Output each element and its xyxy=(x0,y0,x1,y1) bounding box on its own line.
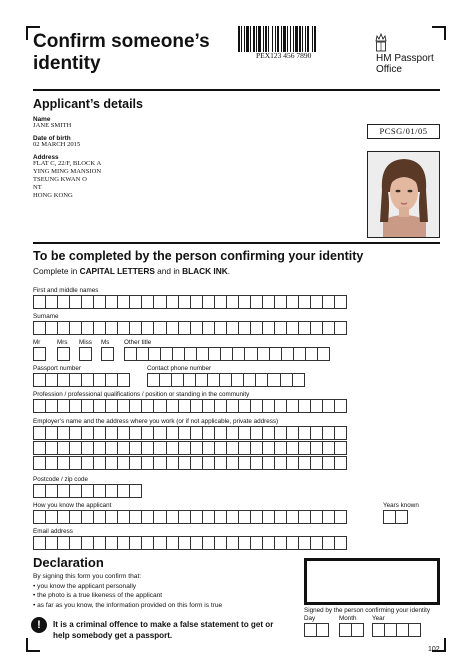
how-known-label: How you know the applicant xyxy=(33,502,112,509)
other-title-boxes[interactable] xyxy=(124,347,329,361)
declaration-bullet: • as far as you know, the information provided on this form is true xyxy=(33,601,223,609)
char-box[interactable] xyxy=(117,373,130,387)
passport-number-label: Passport number xyxy=(33,365,81,372)
char-box[interactable] xyxy=(101,347,114,361)
how-known-boxes[interactable] xyxy=(33,510,346,524)
page-number: 102 xyxy=(428,646,440,653)
char-box[interactable] xyxy=(33,347,46,361)
org-line-1: HM Passport xyxy=(376,53,434,64)
address-value xyxy=(33,160,101,200)
address-line: YING MING MANSION xyxy=(33,168,102,175)
crop-mark-top-right xyxy=(432,26,446,40)
bullet-text: as far as you know, the information provided on this form is true xyxy=(37,601,223,609)
hmpo-logo-text xyxy=(376,53,434,75)
declaration-intro: By signing this form you confirm that: xyxy=(33,573,142,580)
title-ms-label: Ms xyxy=(101,339,110,346)
title-ms-checkbox[interactable] xyxy=(101,347,113,361)
years-known-label: Years known xyxy=(383,502,419,509)
other-title-label: Other title xyxy=(124,339,152,346)
declaration-text xyxy=(33,572,222,610)
years-known-boxes[interactable] xyxy=(383,510,407,524)
page-title xyxy=(33,31,210,75)
contact-phone-label: Contact phone number xyxy=(147,365,212,372)
surname-label: Surname xyxy=(33,313,59,320)
instr-text: and in xyxy=(154,266,183,276)
char-box[interactable] xyxy=(129,484,142,498)
confirmer-heading: To be completed by the person confirming your identity xyxy=(33,249,364,263)
title-miss-label: Miss xyxy=(79,339,92,346)
char-box[interactable] xyxy=(408,623,421,637)
char-box[interactable] xyxy=(334,441,347,455)
barcode xyxy=(238,26,336,52)
dob-label: Date of birth xyxy=(33,135,71,142)
char-box[interactable] xyxy=(79,347,92,361)
char-box[interactable] xyxy=(395,510,408,524)
address-line: FLAT C, 22/F, BLOCK A xyxy=(33,160,102,167)
contact-phone-boxes[interactable] xyxy=(147,373,304,387)
char-box[interactable] xyxy=(317,347,330,361)
name-value: JANE SMITH xyxy=(33,122,72,129)
warning-line: It is a criminal offence to make a false statement to get or xyxy=(53,620,274,629)
warning-text xyxy=(53,619,273,641)
instr-text: Complete in xyxy=(33,266,80,276)
char-box[interactable] xyxy=(334,399,347,413)
char-box[interactable] xyxy=(316,623,329,637)
char-box[interactable] xyxy=(334,426,347,440)
passport-number-boxes[interactable] xyxy=(33,373,129,387)
org-line-2: Office xyxy=(376,64,402,75)
form-code-box: PCSG/01/05 xyxy=(367,124,440,139)
postcode-boxes[interactable] xyxy=(33,484,141,498)
title-mr-label: Mr xyxy=(33,339,41,346)
postcode-label: Postcode / zip code xyxy=(33,476,88,483)
profession-label: Profession / professional qualifications / position or standing in the community xyxy=(33,391,250,398)
employer-boxes-row1[interactable] xyxy=(33,426,346,440)
profession-boxes[interactable] xyxy=(33,399,346,413)
address-line: TSEUNG KWAN O xyxy=(33,176,87,183)
barcode-number: PEX123 456 7890 xyxy=(256,51,312,60)
title-line-2: identity xyxy=(33,53,101,74)
title-line-1: Confirm someone’s xyxy=(33,31,210,52)
instr-ink: BLACK INK xyxy=(182,266,228,276)
instructions xyxy=(33,266,230,276)
char-box[interactable] xyxy=(334,321,347,335)
title-mrs-label: Mrs xyxy=(57,339,68,346)
instr-caps: CAPITAL LETTERS xyxy=(79,266,155,276)
email-boxes[interactable] xyxy=(33,536,346,550)
first-names-boxes[interactable] xyxy=(33,295,346,309)
crop-mark-bottom-left xyxy=(26,638,40,652)
signed-by-label: Signed by the person confirming your identity xyxy=(304,607,431,614)
first-names-label: First and middle names xyxy=(33,287,99,294)
applicant-heading: Applicant’s details xyxy=(33,97,143,111)
title-mrs-checkbox[interactable] xyxy=(57,347,69,361)
employer-boxes-row3[interactable] xyxy=(33,456,346,470)
sign-day-boxes[interactable] xyxy=(304,623,328,637)
name-label: Name xyxy=(33,116,51,123)
sign-month-boxes[interactable] xyxy=(339,623,363,637)
month-label: Month xyxy=(339,615,357,622)
title-mr-checkbox[interactable] xyxy=(33,347,45,361)
address-line: NT xyxy=(33,184,42,191)
bullet-text: the photo is a true likeness of the applicant xyxy=(37,592,163,599)
char-box[interactable] xyxy=(334,510,347,524)
char-box[interactable] xyxy=(57,347,70,361)
char-box[interactable] xyxy=(334,295,347,309)
barcode-stripe xyxy=(316,26,317,52)
instr-text: . xyxy=(227,266,231,276)
char-box[interactable] xyxy=(334,456,347,470)
title-miss-checkbox[interactable] xyxy=(79,347,91,361)
surname-boxes[interactable] xyxy=(33,321,346,335)
email-label: Email address xyxy=(33,528,73,535)
declaration-bullet: • the photo is a true likeness of the applicant xyxy=(33,592,163,599)
day-label: Day xyxy=(304,615,316,622)
applicant-photo xyxy=(367,151,440,238)
address-label: Address xyxy=(33,154,59,161)
declaration-bullet: • you know the applicant personally xyxy=(33,582,137,590)
year-label: Year xyxy=(372,615,385,622)
bullet-text: you know the applicant personally xyxy=(37,582,137,590)
employer-label: Employer’s name and the address where you work (or if not applicable, private address) xyxy=(33,418,279,425)
employer-boxes-row2[interactable] xyxy=(33,441,346,455)
declaration-heading: Declaration xyxy=(33,555,104,570)
char-box[interactable] xyxy=(334,536,347,550)
sign-year-boxes[interactable] xyxy=(372,623,420,637)
section-rule xyxy=(33,242,440,244)
char-box[interactable] xyxy=(351,623,364,637)
signature-box[interactable] xyxy=(304,558,440,605)
header-rule xyxy=(33,89,440,91)
dob-value: 02 MARCH 2015 xyxy=(33,141,81,148)
warning-line: help somebody get a passport. xyxy=(53,631,173,640)
warning-icon: ! xyxy=(31,617,47,633)
address-line: HONG KONG xyxy=(33,192,73,199)
char-box[interactable] xyxy=(292,373,305,387)
